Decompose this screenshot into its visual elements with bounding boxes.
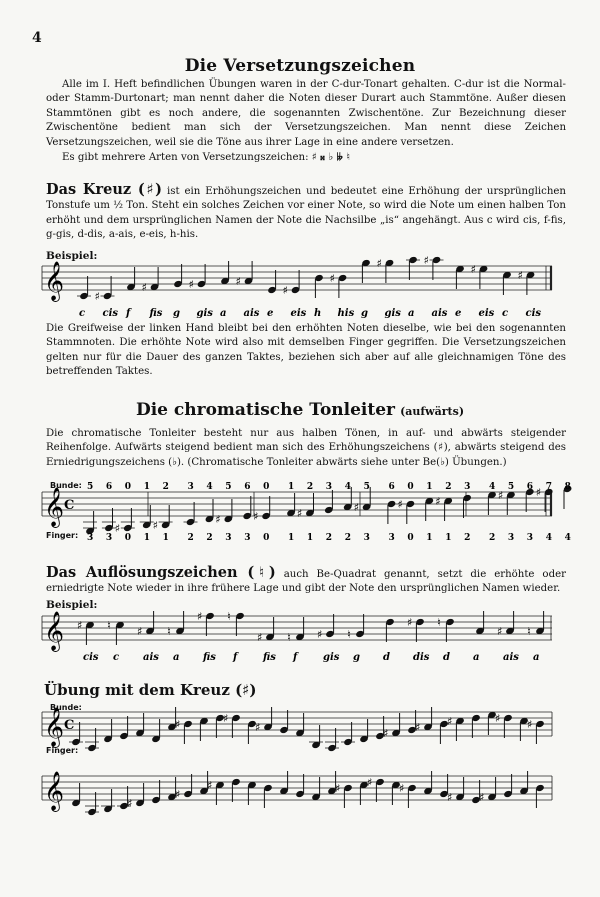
note-name: d [443, 652, 450, 663]
note-name: d [383, 652, 390, 663]
bund-number: 6 [244, 482, 251, 492]
bund-number: 0 [407, 482, 414, 492]
treble-clef-icon: 𝄞 [44, 487, 65, 527]
sharp-icon: ♯ [175, 718, 181, 731]
chromatic-title: Die chromatische Tonleiter [135, 400, 395, 420]
note-name: c [502, 308, 509, 319]
bund-number: 4 [344, 482, 351, 492]
sharp-icon: ♯ [175, 788, 181, 801]
sharp-icon: ♯ [127, 797, 133, 810]
sharp-icon: ♯ [114, 522, 121, 535]
bund-number: 5 [87, 482, 94, 492]
sharp-icon: ♯ [317, 628, 323, 641]
finger-number: 1 [306, 533, 314, 543]
bund-number: 5 [225, 482, 232, 492]
chromatic-bunde-label: Bunde: [50, 481, 82, 490]
note-name: a [473, 652, 480, 663]
sharp-icon: ♯ [253, 510, 259, 523]
treble-clef-icon: 𝄞 [44, 611, 65, 651]
note-name: cis [525, 308, 542, 319]
sharp-icon: ♯ [435, 495, 441, 508]
finger-number: 2 [489, 533, 496, 543]
intro-text [46, 78, 566, 165]
sharp-icon: ♯ [335, 782, 341, 795]
bund-number: 2 [306, 482, 314, 492]
aufloesung-description: auch Be-Quadrat genannt, setzt die erhöhte oder erniedrigte Note wieder in ihre frühere Lage und gibt der Note den ursprünglichen Namen wieder. [46, 569, 566, 595]
sharp-icon: ♯ [399, 782, 405, 795]
treble-clef-icon: 𝄞 [44, 261, 65, 301]
sharp-icon: ♯ [367, 776, 373, 789]
sharp-icon: ♯ [255, 721, 261, 734]
bund-number: 7 [545, 482, 552, 492]
bund-number: 4 [489, 482, 496, 492]
bund-number: 6 [105, 482, 113, 492]
sharp-icon: ♯ [415, 721, 421, 734]
chromatic-finger-label: Finger: [46, 531, 79, 540]
uebung-title: Übung mit dem Kreuz (♯) [44, 681, 257, 699]
finger-number: 3 [363, 533, 370, 543]
note-name: dis [413, 652, 430, 663]
sharp-icon: ♯ [215, 513, 221, 526]
chromatic-subtitle: (aufwärts) [400, 405, 465, 418]
note-name: e [455, 308, 462, 319]
note-name: c [113, 652, 120, 663]
note-name: a [220, 308, 227, 319]
aufloesung-text [46, 566, 566, 597]
kreuz-example-label: Beispiel: [46, 250, 98, 262]
sharp-icon: ♯ [397, 498, 403, 511]
kreuz-description: ist ein Erhöhungszeichen und bedeutet eine Erhöhung der ursprünglichen Tonstufe um ½ Ton. Steht ein solches Zeichen vor einer Note, so wird die Note um einen halben Ton erhöht und dem ursprünglichen Namen der Note die Nachsilbe „is“ angehängt. Aus c wird cis, f-fis, g-gis, d-dis, a-ais, e-eis, h-his. [46, 186, 566, 241]
finger-number: 1 [162, 533, 169, 543]
natural-icon: ♮ [287, 631, 291, 644]
sharp-icon: ♯ [497, 489, 504, 502]
sharp-icon: ♯ [447, 791, 453, 804]
finger-number: 0 [263, 533, 270, 543]
finger-number: 3 [507, 533, 515, 543]
finger-number: 3 [526, 533, 534, 543]
note-name: eis [290, 308, 307, 319]
bund-number: 6 [388, 482, 395, 492]
bund-number: 1 [426, 482, 433, 492]
finger-number: 2 [187, 533, 194, 543]
common-time-icon: C [64, 498, 75, 513]
finger-number: 0 [124, 533, 132, 543]
note-name: fis [263, 652, 276, 663]
chromatic-finger-numbers [87, 533, 571, 543]
sharp-icon: ♯ [535, 486, 542, 499]
finger-number: 1 [426, 533, 433, 543]
natural-icon: ♮ [527, 625, 531, 638]
sharp-icon: ♯ [470, 263, 476, 276]
sharp-icon: ♯ [141, 281, 147, 294]
sharp-icon: ♯ [353, 501, 359, 514]
uebung-staves [40, 696, 560, 896]
intro-paragraph: Alle im I. Heft befindlichen Übungen waren in der C-dur-Tonart gehalten. C-dur ist die Normal- oder Stamm-Durtonart; man nennt daher die Noten dieser Durart auch Stammtöne. Außer diesen Stammtönen gibt es noch andere, die sogenannten Zwischentöne. Zur Bezeichnung dieser Zwischentöne bedient man sich der Versetzungszeichen. Man nennt diese Zeichen Versetzungszeichen, weil sie die Töne aus ihrer Lage in eine andere versetzen. [46, 79, 566, 148]
finger-number: 3 [105, 533, 113, 543]
note-name: gis [323, 652, 340, 663]
note-name: f [126, 308, 131, 319]
finger-number: 3 [244, 533, 251, 543]
natural-icon: ♮ [347, 628, 351, 641]
finger-number: 4 [564, 533, 571, 543]
finger-number: 1 [445, 533, 452, 543]
finger-number: 2 [344, 533, 351, 543]
finger-number: 3 [87, 533, 94, 543]
uebung-finger-label: Finger: [46, 746, 79, 755]
bund-number: 0 [124, 482, 132, 492]
bund-number: 4 [206, 482, 213, 492]
kreuz-note-names [79, 308, 541, 319]
note-name: g [173, 308, 180, 319]
finger-number: 2 [206, 533, 213, 543]
sharp-icon: ♯ [407, 616, 413, 629]
accidentals-label: Es gibt mehrere Arten von Versetzungszeichen: [62, 152, 309, 164]
sharp-icon: ♯ [383, 727, 389, 740]
aufloesung-heading: Das Auflösungszeichen (♮) [46, 564, 276, 581]
chromatic-text: Die chromatische Tonleiter besteht nur aus halben Tönen, in auf- und abwärts steigender Reihenfolge. Aufwärts steigend bedient man sich des Erhöhungszeichens (♯), abwärts steigend des Erniedrigungszeichens (♭). (Chromatische Tonleiter abwärts siehe unter Be(♭) Übungen.) [46, 428, 566, 468]
sharp-icon: ♯ [223, 712, 229, 725]
kreuz-text [46, 183, 566, 243]
note-name: a [408, 308, 415, 319]
note-name: g [353, 652, 360, 663]
bund-number: 0 [263, 482, 270, 492]
bund-number: 8 [564, 482, 571, 492]
kreuz-notes [77, 254, 535, 303]
page-number: 4 [32, 30, 42, 46]
bund-number: 3 [464, 482, 471, 492]
note-name: ais [243, 308, 260, 319]
chromatic-title-row [0, 400, 600, 420]
finger-number: 1 [143, 533, 150, 543]
bund-number: 1 [143, 482, 150, 492]
aufloesung-staff [40, 606, 560, 668]
sharp-icon: ♯ [235, 275, 241, 288]
sharp-icon: ♯ [495, 712, 501, 725]
aufloesung-note-names [83, 652, 539, 663]
note-name: g [361, 308, 368, 319]
note-name: e [267, 308, 274, 319]
bund-number: 2 [162, 482, 169, 492]
note-name: f [233, 652, 238, 663]
sharp-icon: ♯ [207, 779, 213, 792]
sharp-icon: ♯ [282, 284, 288, 297]
finger-number: 2 [464, 533, 471, 543]
note-name: ais [431, 308, 448, 319]
note-name: a [173, 652, 180, 663]
sharp-icon: ♯ [447, 715, 453, 728]
note-name: ais [143, 652, 159, 663]
treble-clef-icon: 𝄞 [44, 707, 65, 747]
bund-number: 2 [445, 482, 452, 492]
note-name: cis [83, 652, 99, 663]
finger-number: 2 [325, 533, 333, 543]
finger-number: 4 [545, 533, 552, 543]
section-title-versetzungszeichen: Die Versetzungszeichen [184, 56, 416, 76]
sharp-icon: ♯ [188, 278, 194, 291]
sharp-icon: ♯ [479, 791, 485, 804]
sharp-icon: ♯ [77, 619, 83, 632]
sharp-icon: ♯ [376, 257, 382, 270]
common-time-icon: C [64, 718, 75, 733]
finger-number: 1 [288, 533, 295, 543]
finger-number: 3 [388, 533, 395, 543]
note-name: h [314, 308, 322, 319]
sharp-icon: ♯ [94, 290, 100, 303]
note-name: gis [384, 308, 401, 319]
bund-number: 1 [288, 482, 295, 492]
accidentals-intro [46, 150, 566, 165]
bund-number: 3 [187, 482, 194, 492]
finger-number: 0 [407, 533, 414, 543]
sharp-icon: ♯ [329, 272, 335, 285]
note-name: his [337, 308, 355, 319]
note-name: eis [478, 308, 495, 319]
note-name: c [79, 308, 86, 319]
bund-number: 5 [507, 482, 515, 492]
note-name: fis [203, 652, 216, 663]
note-name: a [533, 652, 540, 663]
natural-icon: ♮ [437, 616, 441, 629]
bund-number: 3 [325, 482, 333, 492]
kreuz-after-text: Die Greifweise der linken Hand bleibt bei den erhöhten Noten dieselbe, wie bei den sogenannten Stammnoten. Die erhöhte Note wird also mit demselben Finger gegriffen. Die Versetzungszeichen gelten nur für die Dauer des ganzen Taktes, beziehen sich aber auf alle gleichnamigen Töne des betreffenden Taktes. [46, 323, 566, 378]
note-name: fis [149, 308, 163, 319]
sharp-icon: ♯ [137, 625, 143, 638]
accidental-symbols: ♯ 𝄪 ♭ 𝄫 ♮ [311, 151, 351, 164]
sharp-icon: ♯ [517, 269, 523, 282]
finger-number: 3 [225, 533, 232, 543]
kreuz-heading: Das Kreuz (♯) [46, 181, 163, 198]
natural-icon: ♮ [227, 610, 231, 623]
bund-number: 6 [526, 482, 534, 492]
bund-number: 5 [363, 482, 370, 492]
sharp-icon: ♯ [257, 631, 263, 644]
sharp-icon: ♯ [152, 519, 158, 532]
note-name: f [293, 652, 298, 663]
sharp-icon: ♯ [497, 625, 503, 638]
sharp-icon: ♯ [527, 718, 533, 731]
note-name: ais [503, 652, 519, 663]
uebung-bunde-label: Bunde: [50, 703, 82, 712]
sharp-icon: ♯ [423, 254, 429, 267]
natural-icon: ♮ [107, 619, 111, 632]
note-name: cis [102, 308, 119, 319]
natural-icon: ♮ [167, 625, 171, 638]
chromatic-staff [40, 478, 571, 544]
aufloesung-example-label: Beispiel: [46, 599, 98, 611]
note-name: gis [196, 308, 213, 319]
sharp-icon: ♯ [197, 610, 203, 623]
sharp-icon: ♯ [296, 507, 303, 520]
treble-clef-icon: 𝄞 [44, 771, 65, 811]
